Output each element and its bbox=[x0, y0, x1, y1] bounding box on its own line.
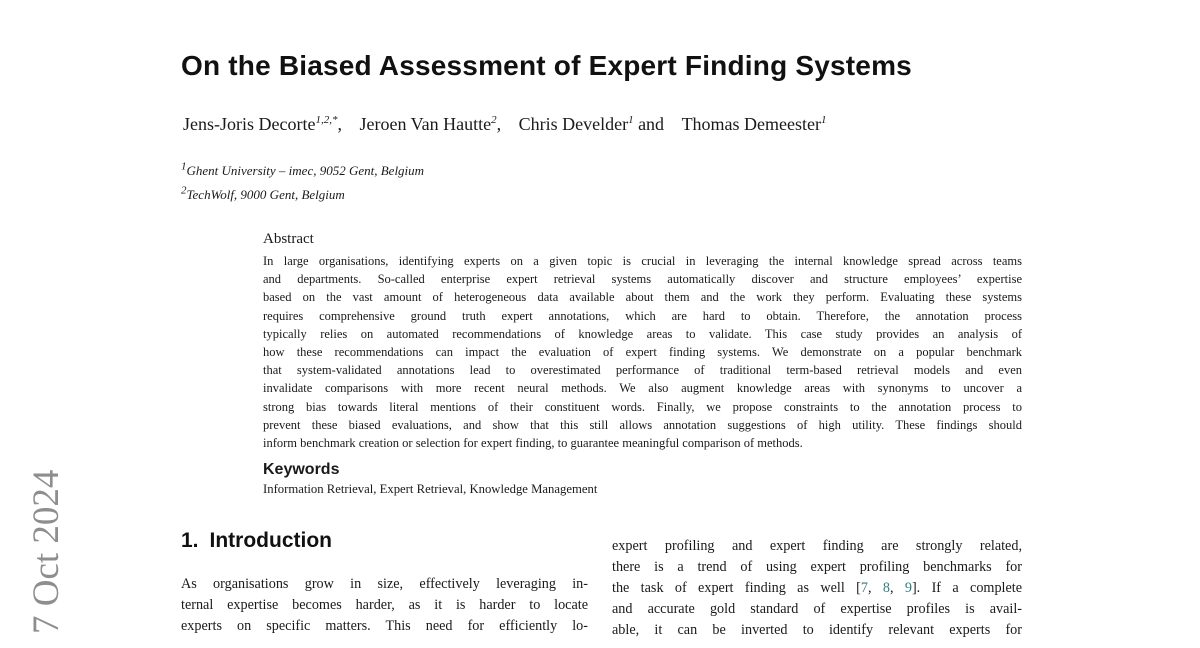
text-line: expert profiling and expert finding are strongly related, bbox=[612, 538, 1022, 554]
section-heading-introduction bbox=[181, 529, 588, 553]
abstract-block bbox=[263, 231, 1022, 497]
text-segment: , bbox=[867, 580, 883, 596]
text-line: and departments. So-called enterprise expert retrieval systems automatically discover and structure employees’ expertise bbox=[263, 272, 1022, 287]
section-number: 1. bbox=[181, 529, 199, 552]
affiliation-text: TechWolf, 9000 Gent, Belgium bbox=[186, 187, 345, 202]
affiliation bbox=[181, 159, 424, 183]
affiliation bbox=[181, 183, 424, 207]
text-segment: , bbox=[889, 580, 905, 596]
text-line: how these recommendations can impact the evaluation of expert finding systems. We demonstrate on a popular benchmark bbox=[263, 345, 1022, 360]
citation-link[interactable]: 9 bbox=[904, 580, 912, 596]
author-superscript: 1,2,* bbox=[315, 114, 338, 126]
keywords-text: Information Retrieval, Expert Retrieval, Knowledge Management bbox=[263, 482, 598, 497]
citation-link[interactable]: 7 bbox=[860, 580, 868, 596]
section-title: Introduction bbox=[209, 529, 332, 552]
text-line: based on the vast amount of heterogeneous data available about them and the work they perform. Evaluating these systems bbox=[263, 290, 1022, 305]
text-line: that system-validated annotations lead to overestimated performance of traditional term-based retrieval models and even bbox=[263, 363, 1022, 378]
author bbox=[682, 114, 827, 134]
author-superscript: 1 bbox=[628, 114, 634, 126]
author-name: Thomas Demeester bbox=[681, 114, 822, 134]
text-line: As organisations grow in size, effectively leveraging in- bbox=[181, 576, 588, 592]
affiliation-text: Ghent University – imec, 9052 Gent, Belgium bbox=[186, 163, 425, 178]
author-separator: and bbox=[633, 114, 665, 134]
introduction-left-text bbox=[181, 574, 588, 637]
author-separator: , bbox=[337, 114, 342, 134]
author-superscript: 1 bbox=[821, 114, 827, 126]
text-line: able, it can be inverted to identify relevant experts for bbox=[612, 622, 1022, 638]
abstract-heading: Abstract bbox=[263, 231, 314, 247]
author-name: Jeroen Van Hautte bbox=[359, 114, 492, 134]
author bbox=[359, 114, 501, 134]
text-line: prevent these biased evaluations, and show that this still allows annotation suggestions of high utility. These findings should bbox=[263, 417, 1022, 432]
arxiv-date-watermark: 7 Oct 2024 bbox=[26, 469, 67, 634]
affiliation-superscript: 2 bbox=[181, 184, 187, 197]
author-name: Jens-Joris Decorte bbox=[183, 114, 316, 134]
text-segment: ]. If a complete bbox=[911, 580, 1023, 596]
author-separator: , bbox=[496, 114, 502, 134]
text-line: invalidate comparisons with more recent neural methods. We also augment knowledge areas with synonyms to uncover a bbox=[263, 381, 1022, 396]
text-line: there is a trend of using expert profiling benchmarks for bbox=[612, 559, 1022, 575]
author-superscript: 2 bbox=[491, 114, 497, 126]
author bbox=[183, 114, 342, 134]
paper-title: On the Biased Assessment of Expert Finding Systems bbox=[181, 50, 912, 81]
author bbox=[519, 114, 664, 134]
affiliation-superscript: 1 bbox=[181, 160, 187, 173]
text-line: ternal expertise becomes harder, as it is harder to locate bbox=[181, 597, 588, 613]
abstract-text bbox=[263, 252, 1022, 452]
right-column bbox=[612, 536, 1022, 641]
left-column bbox=[181, 529, 588, 637]
text-line: experts on specific matters. This need for efficiently lo- bbox=[181, 618, 588, 634]
text-line: and accurate gold standard of expertise profiles is avail- bbox=[612, 601, 1022, 617]
text-line: In large organisations, identifying experts on a given topic is crucial in leveraging the internal knowledge spread across teams bbox=[263, 254, 1022, 268]
author-name: Chris Develder bbox=[518, 114, 629, 134]
keywords-heading: Keywords bbox=[263, 461, 340, 479]
text-segment: the task of expert finding as well [ bbox=[612, 580, 861, 596]
affiliations bbox=[181, 159, 424, 207]
text-line: inform benchmark creation or selection for expert finding, to guarantee meaningful comparison of methods. bbox=[263, 436, 803, 451]
citation-link[interactable]: 8 bbox=[882, 580, 890, 596]
text-line: requires comprehensive ground truth expert annotations, which are hard to obtain. Therefore, the annotation process bbox=[263, 308, 1022, 323]
text-line: strong bias towards literal mentions of their constituent words. Finally, we propose constraints to the annotation process to bbox=[263, 399, 1022, 414]
author-line bbox=[183, 114, 827, 135]
text-line: typically relies on automated recommendations of knowledge areas to validate. This case study provides an analysis of bbox=[263, 326, 1022, 341]
text-line bbox=[612, 578, 1022, 599]
